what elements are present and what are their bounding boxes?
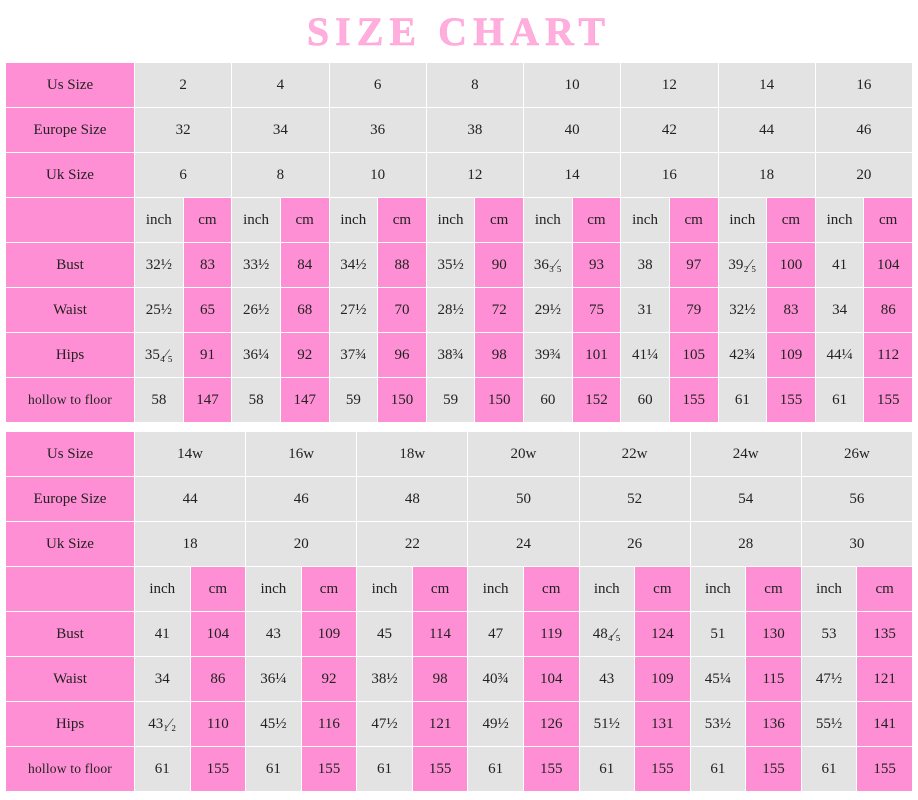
cell: 152 — [572, 378, 621, 423]
row-label-europe-size: Europe Size — [6, 108, 135, 153]
table-body-plus — [6, 432, 913, 792]
cell: 28 — [690, 522, 801, 567]
cell: 61 — [357, 747, 413, 792]
cell: 47 — [468, 612, 524, 657]
cell: 119 — [523, 612, 579, 657]
cell: 130 — [746, 612, 802, 657]
cell: 53½ — [690, 702, 746, 747]
row-label-bust: Bust — [6, 243, 135, 288]
cell: 8 — [426, 63, 523, 108]
cell: 47½ — [801, 657, 857, 702]
cell: 126 — [523, 702, 579, 747]
unit-cell: cm — [475, 198, 524, 243]
cell: 116 — [301, 702, 357, 747]
cell: 35₄⁄₅ — [135, 333, 184, 378]
cell: 6 — [135, 153, 232, 198]
cell: 155 — [412, 747, 468, 792]
cell: 59 — [426, 378, 475, 423]
cell: 36₃⁄₅ — [524, 243, 573, 288]
cell: 36 — [329, 108, 426, 153]
cell: 124 — [635, 612, 691, 657]
cell: 44 — [718, 108, 815, 153]
cell: 18 — [718, 153, 815, 198]
cell: 44¼ — [815, 333, 864, 378]
row-label-us-size: Us Size — [6, 432, 135, 477]
unit-cell: inch — [815, 198, 864, 243]
cell: 34 — [232, 108, 329, 153]
cell: 43 — [246, 612, 302, 657]
table-row — [6, 333, 913, 378]
unit-cell: cm — [669, 198, 718, 243]
cell: 32½ — [718, 288, 767, 333]
cell: 40 — [524, 108, 621, 153]
cell: 55½ — [801, 702, 857, 747]
cell: 47½ — [357, 702, 413, 747]
cell: 61 — [690, 747, 746, 792]
cell: 155 — [190, 747, 246, 792]
cell: 61 — [718, 378, 767, 423]
cell: 155 — [635, 747, 691, 792]
cell: 41 — [135, 612, 191, 657]
cell: 115 — [746, 657, 802, 702]
cell: 58 — [135, 378, 184, 423]
cell: 54 — [690, 477, 801, 522]
unit-cell: inch — [232, 198, 281, 243]
unit-cell: cm — [378, 198, 427, 243]
cell: 49½ — [468, 702, 524, 747]
table-row — [6, 63, 913, 108]
cell: 8 — [232, 153, 329, 198]
cell: 27½ — [329, 288, 378, 333]
cell: 14w — [135, 432, 246, 477]
table-row — [6, 702, 913, 747]
unit-cell: cm — [280, 198, 329, 243]
cell: 40¾ — [468, 657, 524, 702]
cell: 155 — [864, 378, 913, 423]
cell: 10 — [524, 63, 621, 108]
cell: 20 — [246, 522, 357, 567]
cell: 101 — [572, 333, 621, 378]
cell: 32 — [135, 108, 232, 153]
cell: 84 — [280, 243, 329, 288]
cell: 75 — [572, 288, 621, 333]
cell: 105 — [669, 333, 718, 378]
cell: 121 — [857, 657, 913, 702]
cell: 104 — [523, 657, 579, 702]
unit-cell: cm — [412, 567, 468, 612]
cell: 93 — [572, 243, 621, 288]
cell: 45 — [357, 612, 413, 657]
size-table-plus — [5, 431, 913, 792]
cell: 29½ — [524, 288, 573, 333]
cell: 136 — [746, 702, 802, 747]
unit-cell: inch — [468, 567, 524, 612]
cell: 42 — [621, 108, 718, 153]
cell: 38½ — [357, 657, 413, 702]
cell: 43 — [579, 657, 635, 702]
unit-cell: inch — [718, 198, 767, 243]
unit-cell: inch — [329, 198, 378, 243]
table-row — [6, 288, 913, 333]
cell: 10 — [329, 153, 426, 198]
cell: 155 — [857, 747, 913, 792]
cell: 33½ — [232, 243, 281, 288]
cell: 112 — [864, 333, 913, 378]
cell: 4 — [232, 63, 329, 108]
table-row-units — [6, 567, 913, 612]
cell: 86 — [864, 288, 913, 333]
cell: 38 — [426, 108, 523, 153]
table-row — [6, 522, 913, 567]
row-label-hollow-to-floor: hollow to floor — [6, 747, 135, 792]
cell: 155 — [669, 378, 718, 423]
row-label-hips: Hips — [6, 333, 135, 378]
cell: 90 — [475, 243, 524, 288]
cell: 26 — [579, 522, 690, 567]
cell: 68 — [280, 288, 329, 333]
cell: 22 — [357, 522, 468, 567]
row-label-bust: Bust — [6, 612, 135, 657]
cell: 51 — [690, 612, 746, 657]
unit-cell: inch — [135, 198, 184, 243]
table-row — [6, 612, 913, 657]
row-label-units — [6, 567, 135, 612]
cell: 65 — [183, 288, 232, 333]
cell: 14 — [718, 63, 815, 108]
cell: 109 — [301, 612, 357, 657]
cell: 16w — [246, 432, 357, 477]
cell: 121 — [412, 702, 468, 747]
cell: 6 — [329, 63, 426, 108]
cell: 39₂⁄₅ — [718, 243, 767, 288]
cell: 92 — [280, 333, 329, 378]
unit-cell: cm — [572, 198, 621, 243]
cell: 34 — [135, 657, 191, 702]
cell: 46 — [815, 108, 912, 153]
cell: 59 — [329, 378, 378, 423]
cell: 25½ — [135, 288, 184, 333]
cell: 104 — [190, 612, 246, 657]
cell: 51½ — [579, 702, 635, 747]
cell: 18 — [135, 522, 246, 567]
cell: 52 — [579, 477, 690, 522]
cell: 61 — [246, 747, 302, 792]
cell: 58 — [232, 378, 281, 423]
unit-cell: cm — [864, 198, 913, 243]
cell: 97 — [669, 243, 718, 288]
cell: 45½ — [246, 702, 302, 747]
cell: 91 — [183, 333, 232, 378]
cell: 12 — [426, 153, 523, 198]
unit-cell: cm — [857, 567, 913, 612]
cell: 42¾ — [718, 333, 767, 378]
cell: 61 — [468, 747, 524, 792]
cell: 114 — [412, 612, 468, 657]
cell: 46 — [246, 477, 357, 522]
cell: 28½ — [426, 288, 475, 333]
unit-cell: inch — [524, 198, 573, 243]
cell: 22w — [579, 432, 690, 477]
row-label-waist: Waist — [6, 657, 135, 702]
unit-cell: cm — [523, 567, 579, 612]
row-label-uk-size: Uk Size — [6, 153, 135, 198]
cell: 26w — [801, 432, 912, 477]
page-title: SIZE CHART — [306, 9, 612, 54]
cell: 48₄⁄₅ — [579, 612, 635, 657]
row-label-hips: Hips — [6, 702, 135, 747]
cell: 16 — [621, 153, 718, 198]
table-row — [6, 378, 913, 423]
cell: 88 — [378, 243, 427, 288]
cell: 83 — [767, 288, 816, 333]
cell: 39¾ — [524, 333, 573, 378]
cell: 36¼ — [246, 657, 302, 702]
unit-cell: inch — [801, 567, 857, 612]
row-label-us-size: Us Size — [6, 63, 135, 108]
unit-cell: inch — [690, 567, 746, 612]
cell: 30 — [801, 522, 912, 567]
cell: 44 — [135, 477, 246, 522]
cell: 45¼ — [690, 657, 746, 702]
cell: 79 — [669, 288, 718, 333]
cell: 86 — [190, 657, 246, 702]
cell: 12 — [621, 63, 718, 108]
cell: 56 — [801, 477, 912, 522]
cell: 50 — [468, 477, 579, 522]
unit-cell: inch — [579, 567, 635, 612]
row-label-waist: Waist — [6, 288, 135, 333]
row-label-europe-size: Europe Size — [6, 477, 135, 522]
cell: 61 — [135, 747, 191, 792]
cell: 34 — [815, 288, 864, 333]
cell: 155 — [523, 747, 579, 792]
cell: 100 — [767, 243, 816, 288]
cell: 83 — [183, 243, 232, 288]
cell: 155 — [301, 747, 357, 792]
table-body-standard — [6, 63, 913, 423]
unit-cell: cm — [183, 198, 232, 243]
unit-cell: inch — [357, 567, 413, 612]
cell: 20w — [468, 432, 579, 477]
cell: 98 — [412, 657, 468, 702]
cell: 60 — [524, 378, 573, 423]
cell: 70 — [378, 288, 427, 333]
cell: 53 — [801, 612, 857, 657]
cell: 155 — [767, 378, 816, 423]
cell: 141 — [857, 702, 913, 747]
table-row — [6, 243, 913, 288]
cell: 109 — [635, 657, 691, 702]
cell: 20 — [815, 153, 912, 198]
cell: 155 — [746, 747, 802, 792]
cell: 135 — [857, 612, 913, 657]
cell: 24 — [468, 522, 579, 567]
cell: 110 — [190, 702, 246, 747]
cell: 36¼ — [232, 333, 281, 378]
cell: 104 — [864, 243, 913, 288]
row-label-units — [6, 198, 135, 243]
cell: 60 — [621, 378, 670, 423]
cell: 150 — [475, 378, 524, 423]
unit-cell: inch — [135, 567, 191, 612]
cell: 61 — [801, 747, 857, 792]
cell: 147 — [280, 378, 329, 423]
cell: 31 — [621, 288, 670, 333]
table-row — [6, 747, 913, 792]
cell: 131 — [635, 702, 691, 747]
cell: 98 — [475, 333, 524, 378]
table-row — [6, 108, 913, 153]
cell: 48 — [357, 477, 468, 522]
cell: 38 — [621, 243, 670, 288]
unit-cell: cm — [190, 567, 246, 612]
row-label-uk-size: Uk Size — [6, 522, 135, 567]
cell: 41 — [815, 243, 864, 288]
cell: 41¼ — [621, 333, 670, 378]
table-row-units — [6, 198, 913, 243]
table-divider — [0, 423, 918, 431]
table-row — [6, 657, 913, 702]
cell: 37¾ — [329, 333, 378, 378]
cell: 35½ — [426, 243, 475, 288]
cell: 26½ — [232, 288, 281, 333]
cell: 43₁⁄₂ — [135, 702, 191, 747]
unit-cell: cm — [301, 567, 357, 612]
cell: 61 — [815, 378, 864, 423]
cell: 16 — [815, 63, 912, 108]
cell: 96 — [378, 333, 427, 378]
cell: 32½ — [135, 243, 184, 288]
unit-cell: inch — [246, 567, 302, 612]
unit-cell: inch — [426, 198, 475, 243]
cell: 92 — [301, 657, 357, 702]
size-table-standard — [5, 62, 913, 423]
cell: 147 — [183, 378, 232, 423]
table-row — [6, 477, 913, 522]
cell: 38¾ — [426, 333, 475, 378]
cell: 72 — [475, 288, 524, 333]
table-row — [6, 153, 913, 198]
cell: 14 — [524, 153, 621, 198]
unit-cell: inch — [621, 198, 670, 243]
unit-cell: cm — [767, 198, 816, 243]
cell: 109 — [767, 333, 816, 378]
unit-cell: cm — [635, 567, 691, 612]
cell: 34½ — [329, 243, 378, 288]
cell: 2 — [135, 63, 232, 108]
cell: 24w — [690, 432, 801, 477]
row-label-hollow-to-floor: hollow to floor — [6, 378, 135, 423]
unit-cell: cm — [746, 567, 802, 612]
cell: 150 — [378, 378, 427, 423]
cell: 18w — [357, 432, 468, 477]
cell: 61 — [579, 747, 635, 792]
table-row — [6, 432, 913, 477]
